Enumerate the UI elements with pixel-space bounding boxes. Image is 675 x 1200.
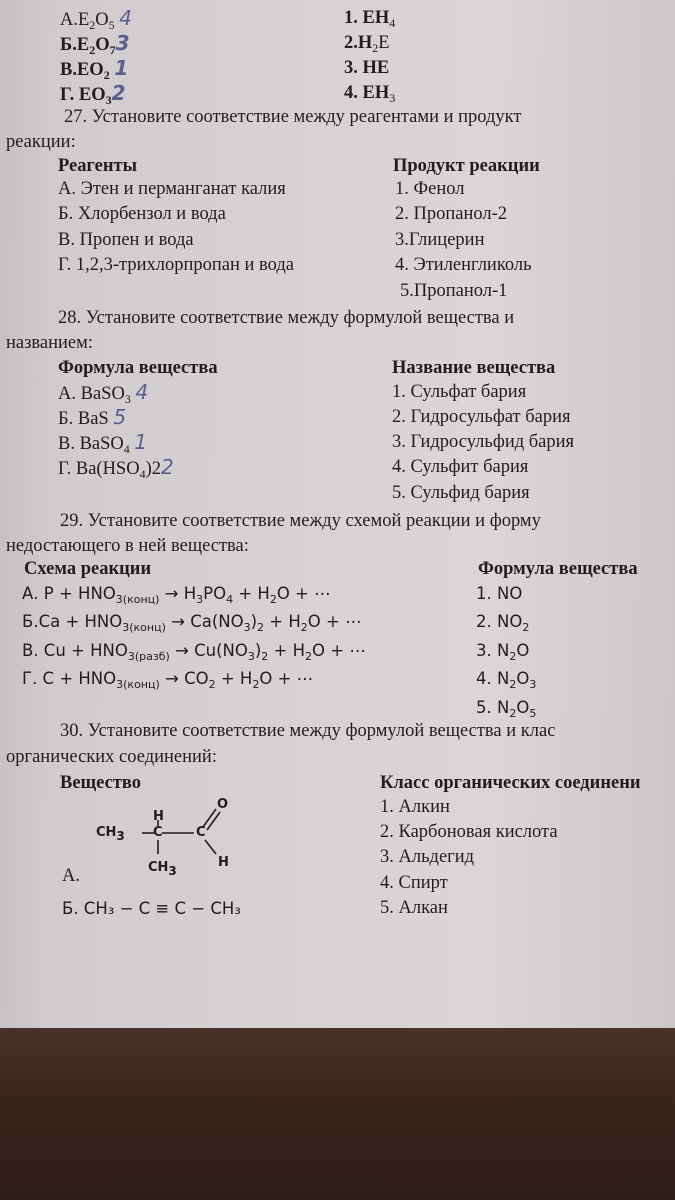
q26-answer-4: 4. $EH_3$ <box>344 83 396 105</box>
q30-header-left: Вещество <box>60 773 142 793</box>
q27-header-right: Продукт реакции <box>393 156 540 176</box>
q28-header-left: Формула вещества <box>58 358 218 378</box>
carbon-center: C <box>153 825 163 840</box>
q27-reagent-a: А. Этен и перманганат калия <box>58 179 286 199</box>
q29-scheme-c: В. $Cu + HNO_{3(разб)} \to Cu(NO_3)_2 + H_2O$ + ⋯ <box>22 641 366 663</box>
q27-product-1: 1. Фенол <box>395 179 465 199</box>
q29-formula-4: 4. $N_2O_3$ <box>476 669 537 691</box>
handwritten-answer: 5 <box>113 405 127 429</box>
h-top: H <box>153 809 164 824</box>
q26-option-b: $Б.E_2O_73$ <box>60 31 130 57</box>
q28-formula-d: Г. $Ba(HSO_4)22$ <box>58 455 174 481</box>
q26-answer-2: $2.H_2E$ <box>344 33 390 55</box>
q28-name-5: 5. Сульфид бария <box>392 483 530 503</box>
handwritten-answer: 1 <box>114 56 129 80</box>
q26-option-d: Г. $EO_32$ <box>60 81 126 107</box>
q30-header-right: Класс органических соединени <box>380 773 641 793</box>
q29-scheme-a: А. $P + HNO_{3(конц)} \to H_3PO_4 + H_2O$ + ⋯ <box>22 584 331 606</box>
h-right: H <box>218 855 229 870</box>
q27-product-4: 4. Этиленгликоль <box>395 255 532 275</box>
handwritten-answer: 3 <box>115 31 130 55</box>
q29-header-right: Формула вещества <box>478 559 638 579</box>
q28-formula-a: А. BaSO$_3$ 4 <box>58 380 149 406</box>
q30-substance-a-label: А. <box>62 866 80 886</box>
handwritten-answer: 4 <box>119 6 133 30</box>
q28-name-1: 1. Сульфат бария <box>392 382 527 402</box>
q29-formula-1: 1. NO <box>476 584 523 603</box>
handwritten-answer: 4 <box>135 380 149 404</box>
carbon-aldehyde: C <box>196 825 206 840</box>
q29-scheme-d: Г. $C + HNO_{3(конц)} \to CO_2 + H_2O$ + ⋯ <box>22 669 314 691</box>
q28-formula-c: В. BaSO$_4$ 1 <box>58 430 148 456</box>
q27-product-2: 2. Пропанол-2 <box>395 204 508 224</box>
q27-product-3: 3.Глицерин <box>395 230 485 250</box>
q29-formula-2: 2. $NO_2$ <box>476 612 530 634</box>
q30-class-4: 4. Спирт <box>380 873 448 893</box>
q28-title: 28. Установите соответствие между формулой вещества и <box>58 308 515 328</box>
ch3-bottom: $CH_3$ <box>148 860 177 878</box>
q29-scheme-b: $Б.Ca + HNO_{3(конц)} \to Ca(NO_3)_2 + H_2O$ + ⋯ <box>22 612 362 634</box>
q30-substance-b: Б. CH₃ − C ≡ C − CH₃ <box>62 899 241 918</box>
q26-answer-1: 1. $EH_4$ <box>344 8 396 30</box>
q28-title-cont: названием: <box>6 333 93 353</box>
q26-answer-3: 3. HE <box>344 58 390 78</box>
q28-name-2: 2. Гидросульфат бария <box>392 407 571 427</box>
ch3-left: $CH_3$ <box>96 825 125 843</box>
q29-formula-3: 3. $N_2O$ <box>476 641 530 663</box>
q26-option-a: $А.E_2O_5$ 4 <box>60 6 133 32</box>
handwritten-answer: 2 <box>111 81 126 105</box>
q28-header-right: Название вещества <box>392 358 556 378</box>
q30-class-2: 2. Карбоновая кислота <box>380 822 558 842</box>
q27-reagent-d: Г. 1,2,3-трихлорпропан и вода <box>58 255 294 275</box>
q30-class-5: 5. Алкан <box>380 898 448 918</box>
q29-title-cont: недостающего в ней вещества: <box>6 536 249 556</box>
q27-title-cont: реакции: <box>6 132 76 152</box>
q30-title: 30. Установите соответствие между формулой вещества и клас <box>60 721 556 741</box>
q30-class-3: 3. Альдегид <box>380 847 475 867</box>
q30-title-cont: органических соединений: <box>6 747 217 767</box>
background-surface <box>0 1028 675 1200</box>
q28-formula-b: Б. BaS 5 <box>58 405 127 429</box>
handwritten-answer: 2 <box>161 455 174 479</box>
oxygen: O <box>217 797 229 812</box>
q26-option-c: $В.EO_2$ 1 <box>60 56 129 82</box>
q27-header-left: Реагенты <box>58 156 138 176</box>
q30-class-1: 1. Алкин <box>380 797 450 817</box>
q28-name-4: 4. Сульфит бария <box>392 457 529 477</box>
q27-reagent-b: Б. Хлорбензол и вода <box>58 204 226 224</box>
q27-product-5: 5.Пропанол-1 <box>400 281 508 301</box>
q29-title: 29. Установите соответствие между схемой реакции и форму <box>60 511 541 531</box>
handwritten-answer: 1 <box>134 430 148 454</box>
q27-title: 27. Установите соответствие между реагентами и продукт <box>64 107 522 127</box>
q29-header-left: Схема реакции <box>24 559 152 579</box>
q29-formula-5: 5. $N_2O_5$ <box>476 698 537 720</box>
q28-name-3: 3. Гидросульфид бария <box>392 432 575 452</box>
q27-reagent-c: В. Пропен и вода <box>58 230 194 250</box>
